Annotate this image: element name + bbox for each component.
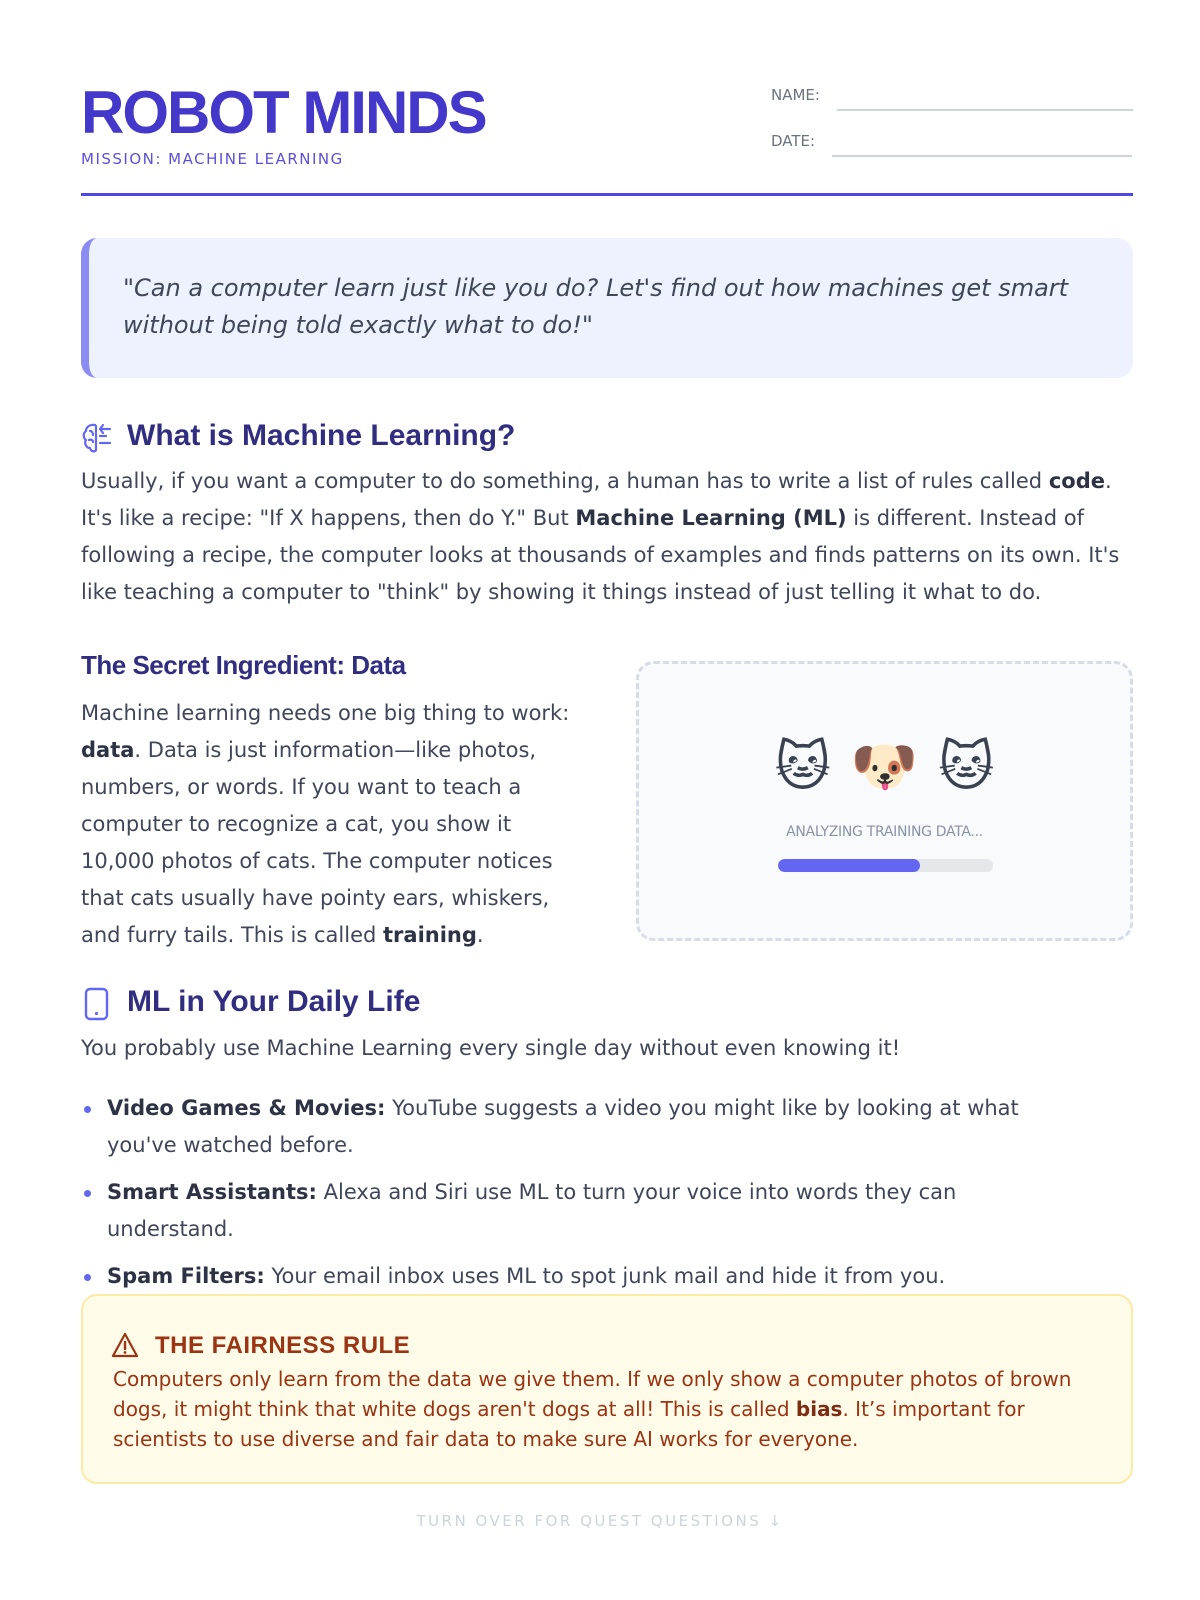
text: . It's like a recipe: "If X happens, then do Y." But xyxy=(81,469,1112,530)
section-heading-ml: What is Machine Learning? xyxy=(127,419,516,452)
daily-life-list xyxy=(81,1090,1081,1305)
fairness-rule-box xyxy=(81,1294,1133,1484)
item-text: Your email inbox uses ML to spot junk mail and hide it from you. xyxy=(264,1264,946,1288)
header-divider xyxy=(81,193,1133,196)
bullet xyxy=(84,1106,91,1113)
text: Computers only learn from the data we give them. If we only show a computer photos of brown dogs, it might think that white dogs aren't dogs at all! This is called xyxy=(113,1367,1072,1421)
bullet xyxy=(84,1274,91,1281)
list-item xyxy=(81,1090,1081,1164)
list-item xyxy=(81,1174,1081,1248)
section-data-paragraph xyxy=(81,695,581,954)
intro-quote xyxy=(81,238,1133,378)
brain-icon xyxy=(81,421,113,455)
list-item xyxy=(81,1258,1081,1295)
analyzing-status: ANALYZING TRAINING DATA... xyxy=(786,824,983,840)
warning-icon xyxy=(111,1332,139,1358)
date-label: DATE: xyxy=(771,132,816,150)
bold-term: training xyxy=(383,923,477,947)
name-label: NAME: xyxy=(771,86,820,104)
item-text: YouTube suggests a video you might like by looking at what you've watched before. xyxy=(107,1096,1019,1157)
cat-emoji: 🐱 xyxy=(938,735,995,798)
daily-life-intro: You probably use Machine Learning every single day without even knowing it! xyxy=(81,1036,901,1060)
dog-emoji: 🐶 xyxy=(850,735,919,798)
warning-text xyxy=(113,1364,1103,1454)
progress-fill xyxy=(778,859,920,872)
cat-emoji: 🐱 xyxy=(774,735,831,798)
emoji-row xyxy=(639,732,1130,802)
bold-term: code xyxy=(1048,469,1105,493)
page-subtitle: MISSION: MACHINE LEARNING xyxy=(81,150,344,168)
warning-title: THE FAIRNESS RULE xyxy=(155,1332,411,1359)
text: Machine learning needs one big thing to work: xyxy=(81,701,570,725)
footer-note: TURN OVER FOR QUEST QUESTIONS ↓ xyxy=(416,1512,784,1530)
item-label: Video Games & Movies: xyxy=(107,1096,386,1120)
training-data-card xyxy=(636,661,1133,941)
bullet xyxy=(84,1190,91,1197)
section-heading-data: The Secret Ingredient: Data xyxy=(81,650,406,680)
training-progress-bar xyxy=(778,859,993,872)
bold-term: Machine Learning (ML) xyxy=(575,506,847,530)
text: Usually, if you want a computer to do something, a human has to write a list of rules called xyxy=(81,469,1049,493)
text: . xyxy=(476,923,484,947)
item-text: Alexa and Siri use ML to turn your voice into words they can understand. xyxy=(107,1180,957,1241)
item-label: Spam Filters: xyxy=(107,1264,265,1288)
name-field[interactable] xyxy=(837,109,1133,111)
bold-term: bias xyxy=(795,1397,843,1421)
section-ml-paragraph xyxy=(81,463,1136,611)
quote-text: "Can a computer learn just like you do? Let's find out how machines get smart without being told exactly what to do!" xyxy=(123,274,1069,339)
phone-icon xyxy=(84,987,110,1021)
item-label: Smart Assistants: xyxy=(107,1180,317,1204)
page-title: ROBOT MINDS xyxy=(81,79,486,146)
bold-term: data xyxy=(81,738,135,762)
text: . Data is just information—like photos, numbers, or words. If you want to teach a computer to recognize a cat, you show it 10,000 photos of cats. The computer notices that cats usually have pointy ears, whiskers, and furry tails. This is called xyxy=(81,738,553,947)
section-heading-daily-life: ML in Your Daily Life xyxy=(127,985,421,1018)
text: . It’s important for scientists to use diverse and fair data to make sure AI works for everyone. xyxy=(113,1397,1025,1451)
date-field[interactable] xyxy=(832,155,1132,157)
text: is different. Instead of following a recipe, the computer looks at thousands of examples and finds patterns on its own. It's like teaching a computer to "think" by showing it things instead of just telling it what to do. xyxy=(81,506,1120,604)
header xyxy=(81,80,1133,196)
